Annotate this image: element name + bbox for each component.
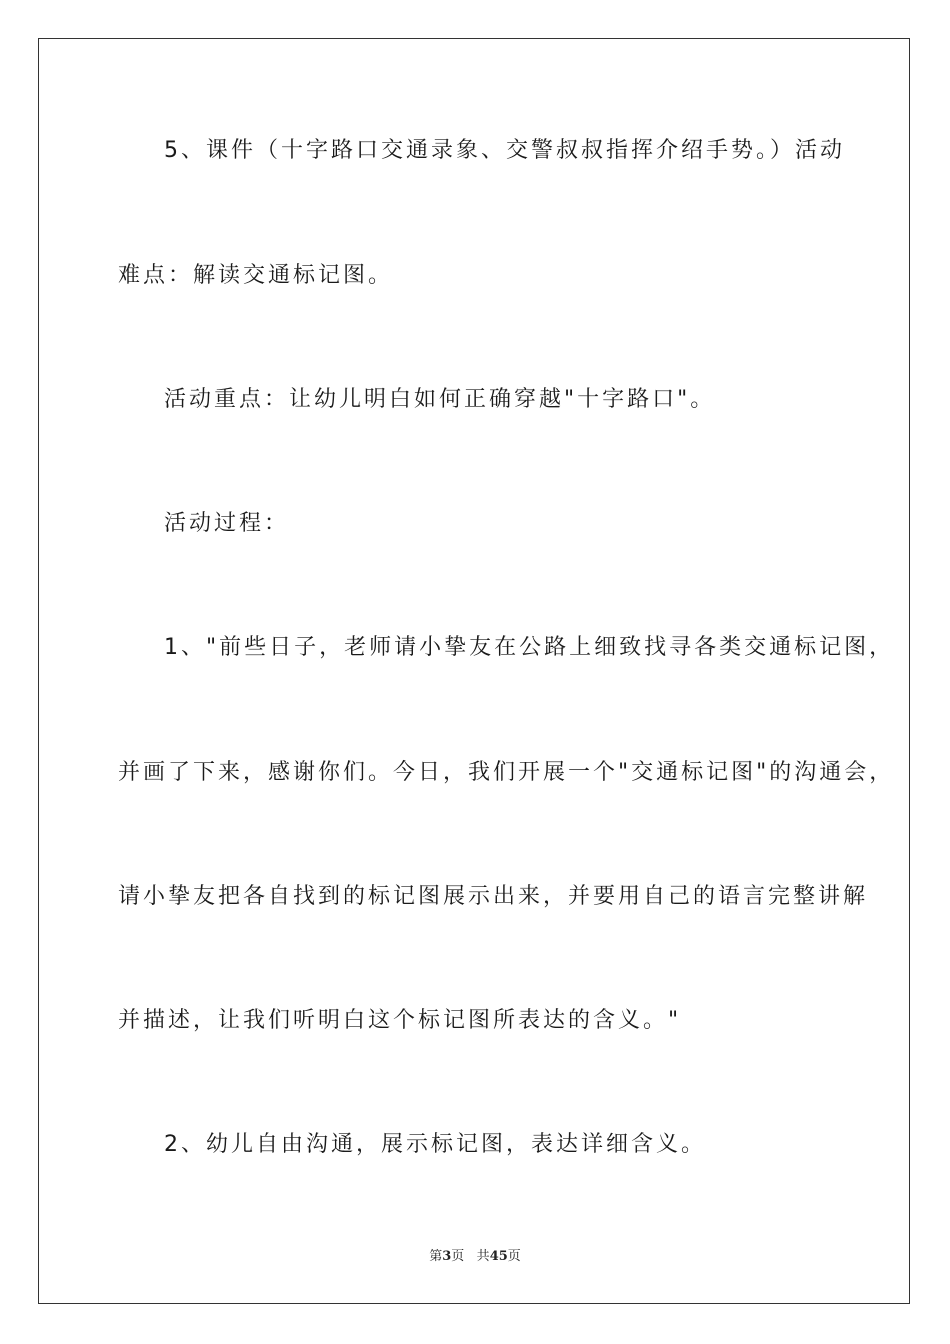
page-suffix: 页	[451, 1249, 465, 1264]
paragraph-line-7: 请小挚友把各自找到的标记图展示出来，并要用自己的语言完整讲解	[118, 884, 869, 909]
page-number: 3	[442, 1249, 452, 1264]
paragraph-line-4: 活动过程：	[164, 511, 290, 536]
total-prefix: 共	[476, 1249, 490, 1264]
page-prefix: 第	[429, 1249, 443, 1264]
paragraph-line-5: 1、"前些日子，老师请小挚友在公路上细致找寻各类交通标记图，	[164, 635, 895, 660]
paragraph-line-6: 并画了下来，感谢你们。今日，我们开展一个"交通标记图"的沟通会，	[118, 760, 895, 785]
total-pages: 45	[489, 1249, 508, 1264]
paragraph-line-2: 难点：解读交通标记图。	[118, 263, 394, 288]
paragraph-line-8: 并描述，让我们听明白这个标记图所表达的含义。"	[118, 1008, 682, 1033]
paragraph-line-3: 活动重点：让幼儿明白如何正确穿越"十字路口"。	[164, 387, 716, 412]
page-border	[38, 38, 910, 1304]
total-suffix: 页	[507, 1249, 521, 1264]
paragraph-line-9: 2、幼儿自由沟通，展示标记图，表达详细含义。	[164, 1132, 706, 1157]
paragraph-line-1: 5、课件（十字路口交通录象、交警叔叔指挥介绍手势。）活动	[164, 138, 845, 163]
page-footer	[0, 1245, 950, 1264]
